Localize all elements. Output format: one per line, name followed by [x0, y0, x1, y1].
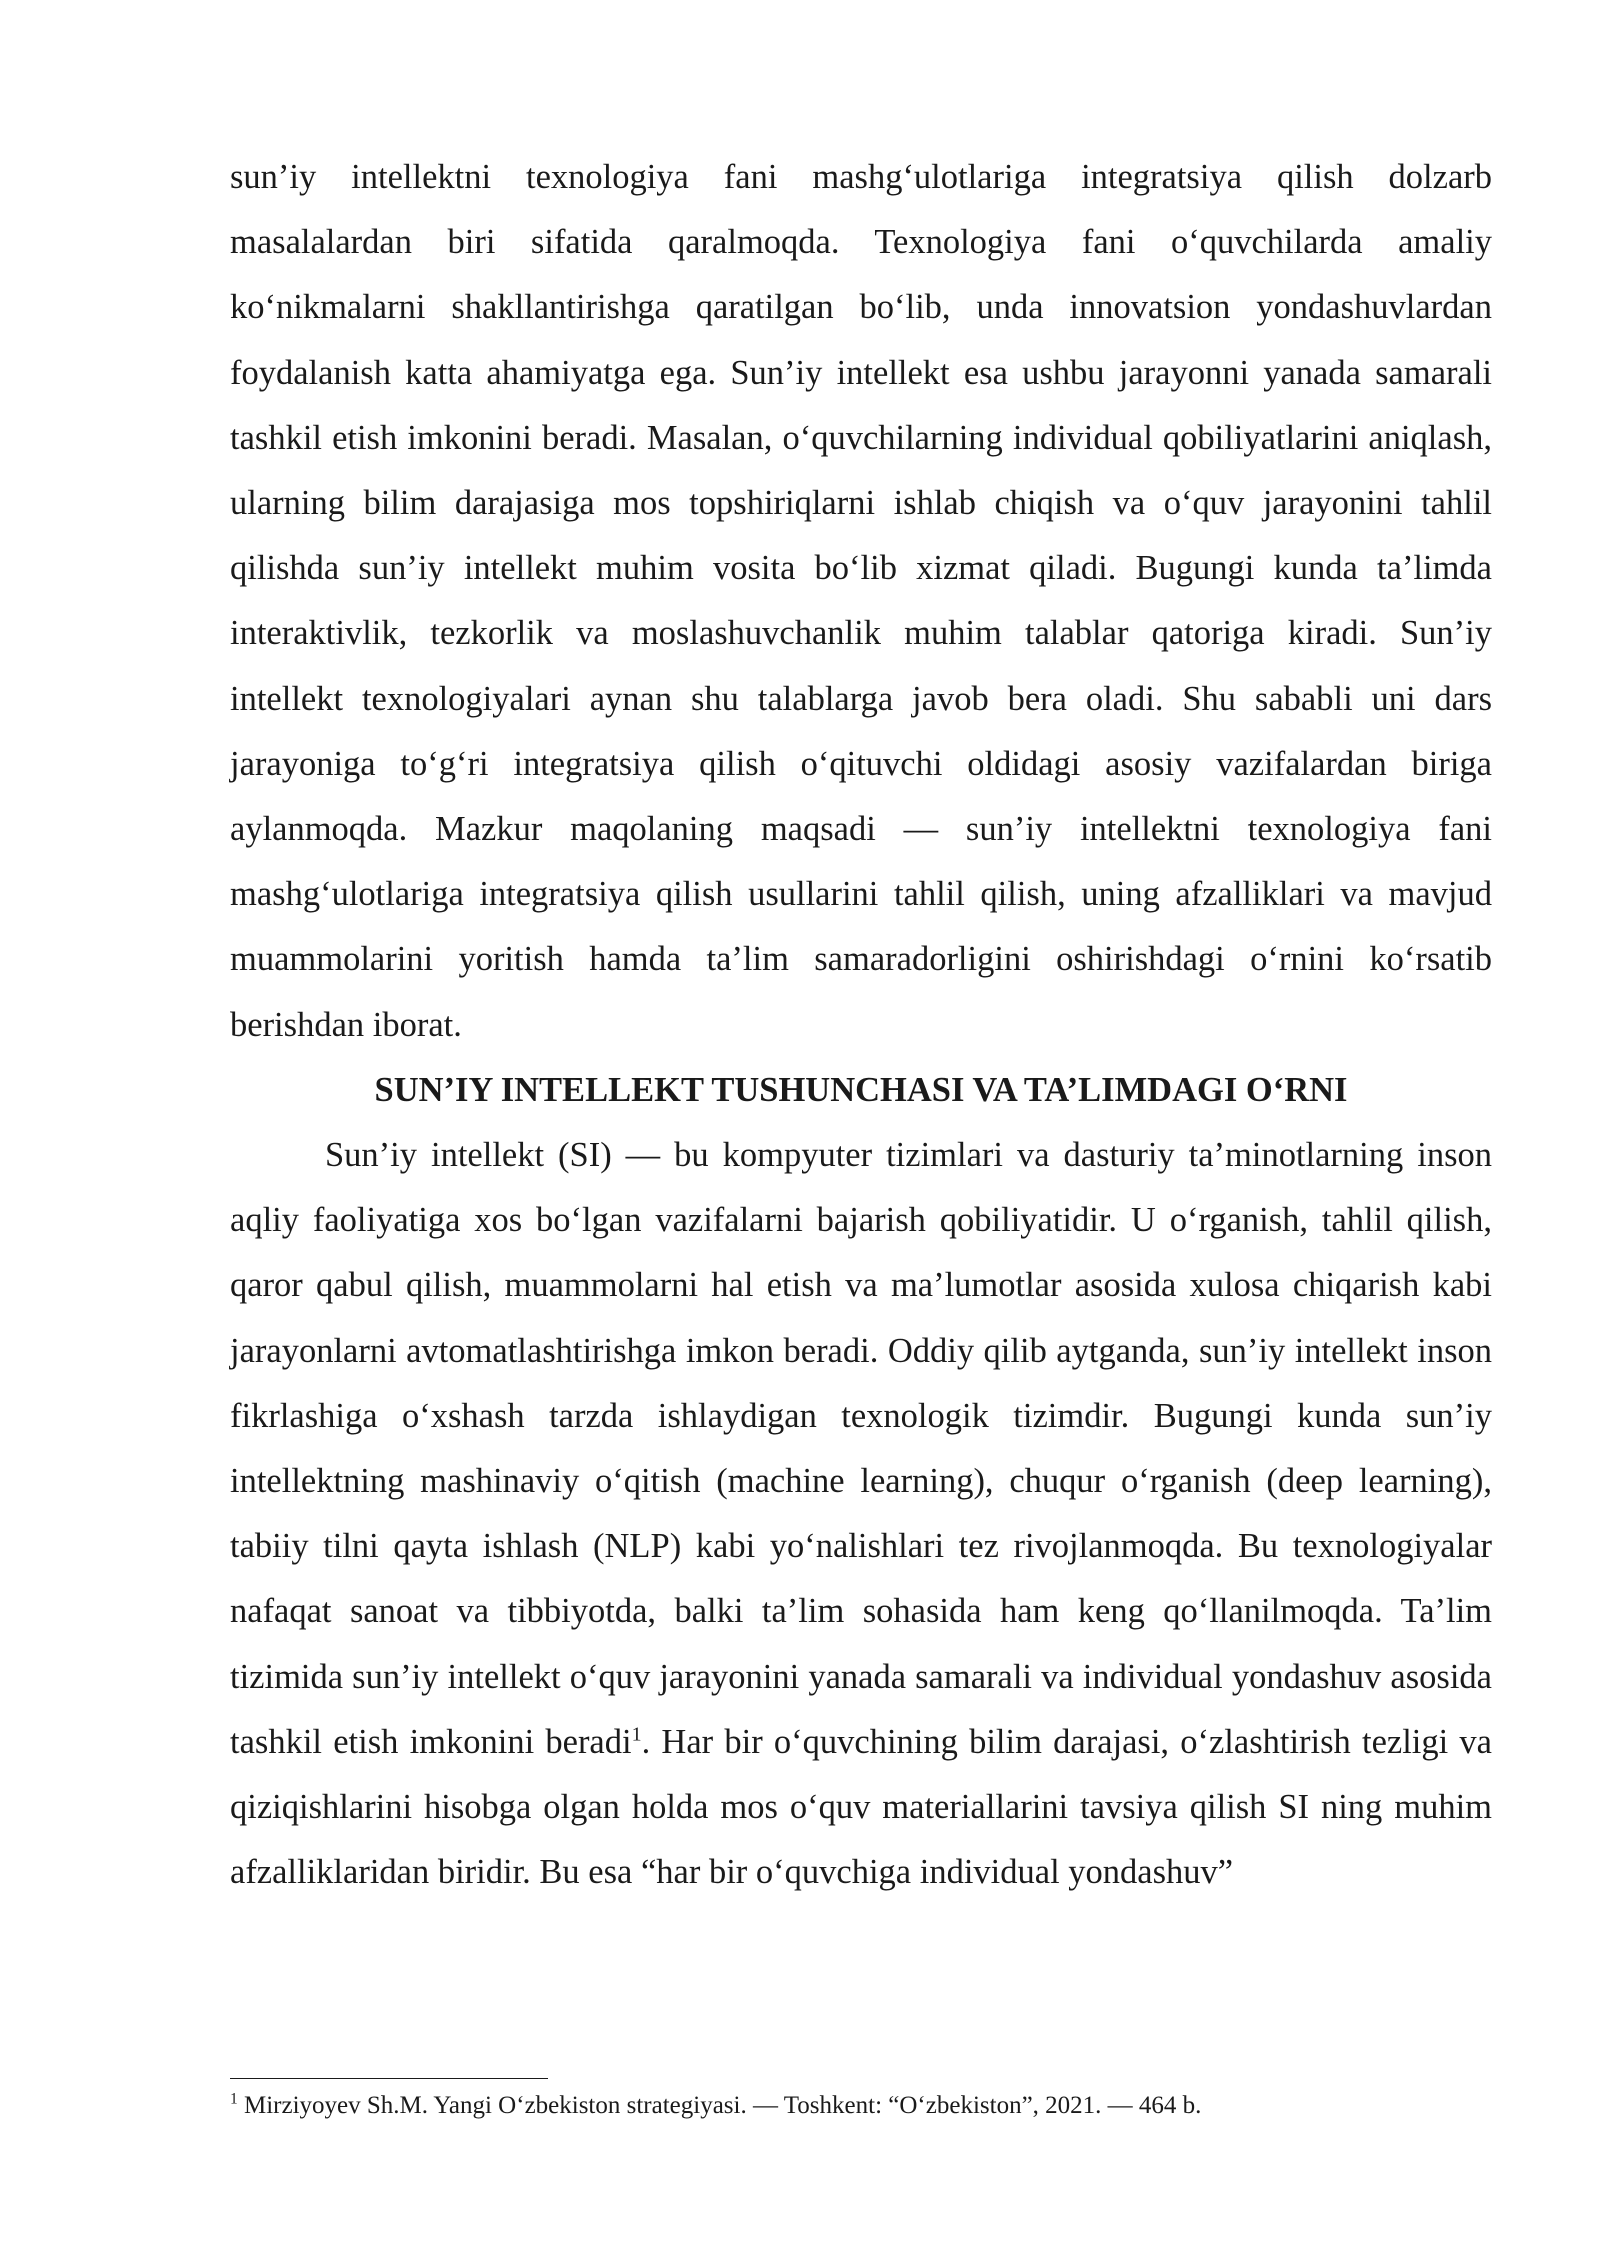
footnote-reference[interactable]: 1: [631, 1723, 642, 1746]
footnote-separator: [230, 2078, 548, 2079]
paragraph-1: sun’iy intellektni texnologiya fani mashg‘ulotlariga integratsiya qilish dolzarb masalalardan biri sifatida qaralmoqda. Texnologiya fani o‘quvchilarda amaliy ko‘nikmalarni shakllantirishga qaratilgan bo‘lib, unda innovatsion yondashuvlardan foydalanish katta ahamiyatga ega. Sun’iy intellekt esa ushbu jarayonni yanada samarali tashkil etish imkonini beradi. Masalan, o‘quvchilarning individual qobiliyatlarini aniqlash, ularning bilim darajasiga mos topshiriqlarni ishlab chiqish va o‘quv jarayonini tahlil qilishda sun’iy intellekt muhim vosita bo‘lib xizmat qiladi. Bugungi kunda ta’limda interaktivlik, tezkorlik va moslashuvchanlik muhim talablar qatoriga kiradi. Sun’iy intellekt texnologiyalari aynan shu talablarga javob bera oladi. Shu sababli uni dars jarayoniga to‘g‘ri integratsiya qilish o‘qituvchi oldidagi asosiy vazifalardan biriga aylanmoqda. Mazkur maqolaning maqsadi — sun’iy intellektni texnologiya fani mashg‘ulotlariga integratsiya qilish usullarini tahlil qilish, uning afzalliklari va mavjud muammolarini yoritish hamda ta’lim samaradorligini oshirishdagi o‘rnini ko‘rsatib berishdan iborat.: [230, 158, 1492, 1044]
paragraph-2-text-end: . Har bir o‘quvchining bilim darajasi, o‘zlashtirish tezligi va qiziqishlarini hisobga olgan holda mos o‘quv materiallarini tavsiya qilish SI ning muhim afzalliklaridan biridir. Bu esa “har bir o‘quvchiga individual yondashuv”: [230, 1722, 1492, 1892]
paragraph-2: [230, 1123, 1492, 1905]
paragraph-2-text-start: Sun’iy intellekt (SI) — bu kompyuter tizimlari va dasturiy ta’minotlarning inson aqliy faoliyatiga xos bo‘lgan vazifalarni bajarish qobiliyatidir. U o‘rganish, tahlil qilish, qaror qabul qilish, muammolarni hal etish va ma’lumotlar asosida xulosa chiqarish kabi jarayonlarni avtomatlashtirishga imkon beradi. Oddiy qilib aytganda, sun’iy intellekt inson fikrlashiga o‘xshash tarzda ishlaydigan texnologik tizimdir. Bugungi kunda sun’iy intellektning mashinaviy o‘qitish (machine learning), chuqur o‘rganish (deep learning), tabiiy tilni qayta ishlash (NLP) kabi yo‘nalishlari tez rivojlanmoqda. Bu texnologiyalar nafaqat sanoat va tibbiyotda, balki ta’lim sohasida ham keng qo‘llanilmoqda. Ta’lim tizimida sun’iy intellekt o‘quv jarayonini yanada samarali va individual yondashuv asosida tashkil etish imkonini beradi: [230, 1136, 1492, 1761]
footnote: [230, 2088, 1492, 2124]
footnote-number: 1: [230, 2090, 238, 2108]
section-heading: SUN’IY INTELLEKT TUSHUNCHASI VA TA’LIMDAGI O‘RNI: [374, 1070, 1348, 1109]
document-body: [230, 145, 1492, 1905]
footnote-text: Mirziyoyev Sh.M. Yangi O‘zbekiston strategiyasi. — Toshkent: “O‘zbekiston”, 2021. — 464 b.: [237, 2092, 1202, 2119]
